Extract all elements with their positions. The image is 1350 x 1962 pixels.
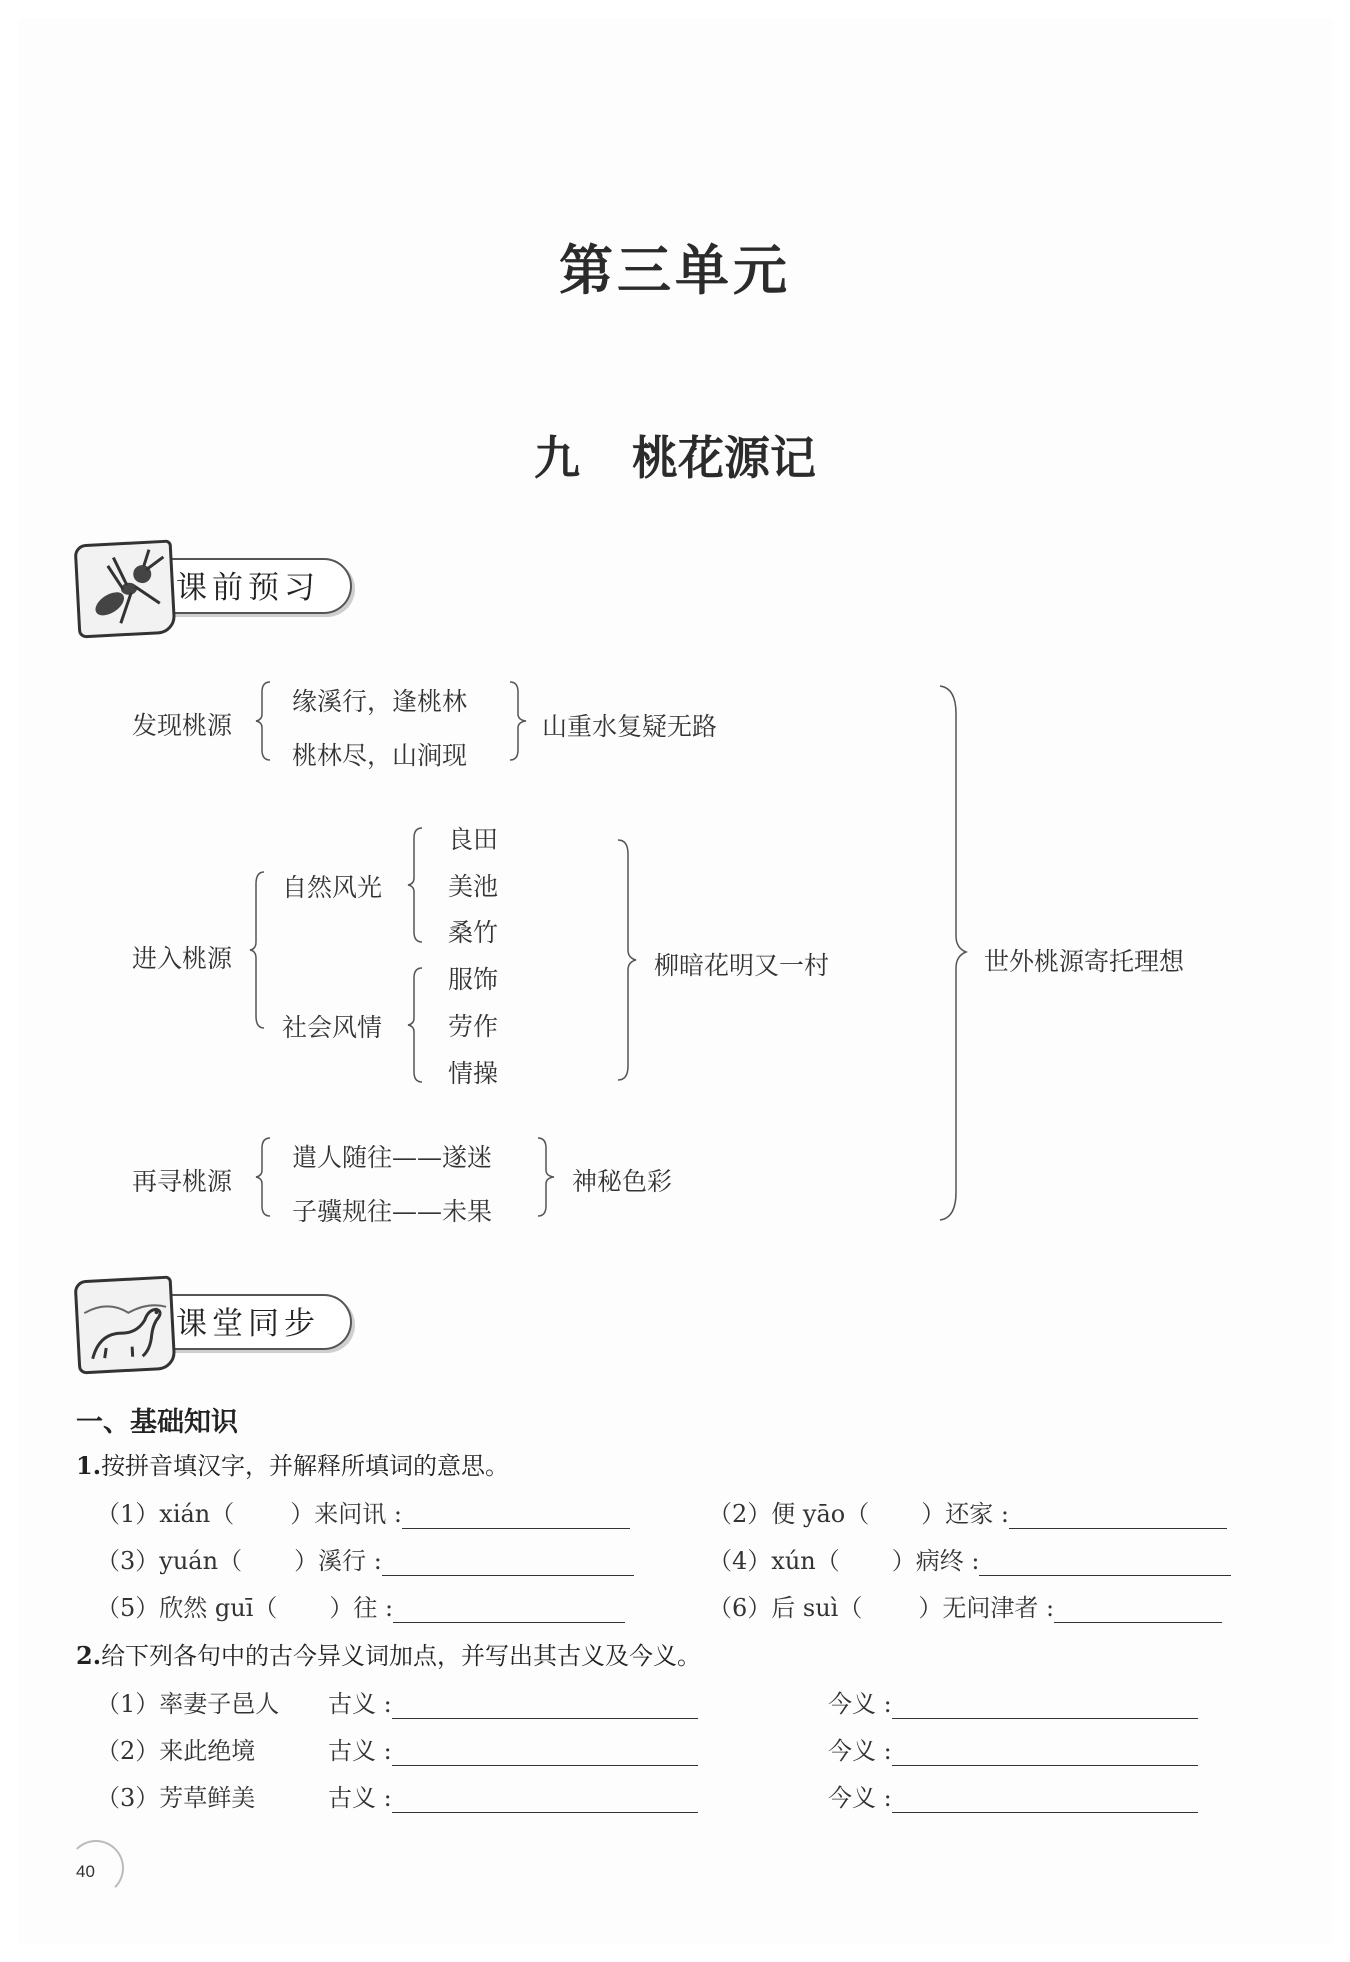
- fill-item: [96, 1588, 625, 1623]
- brace: [248, 870, 268, 1030]
- modern-label: 今义 :: [828, 1784, 892, 1812]
- sync-badge-label: 课堂同步: [176, 1306, 320, 1342]
- question-2: [76, 1636, 701, 1671]
- ancient-meaning: [328, 1778, 698, 1813]
- brace: [938, 684, 968, 1224]
- question-number: 1.: [76, 1451, 102, 1480]
- item-suffix: ）溪行 :: [294, 1547, 382, 1575]
- brace: [616, 838, 638, 1082]
- modern-meaning: [828, 1684, 1198, 1719]
- item-prefix: 后 suì（: [771, 1594, 863, 1622]
- subgroup-label: 自然风光: [282, 873, 383, 902]
- brace: [406, 966, 426, 1084]
- item-number: （4）: [708, 1547, 772, 1575]
- fill-item: [96, 1778, 255, 1813]
- item-number: （2）: [708, 1500, 772, 1528]
- question-prompt: 按拼音填汉字，并解释所填词的意思。: [101, 1452, 510, 1480]
- modern-meaning: [828, 1778, 1198, 1813]
- list-item: 桑竹: [448, 918, 499, 947]
- ancient-meaning: [328, 1731, 698, 1766]
- lesson-name: 桃花源记: [632, 431, 816, 485]
- ancient-label: 古义 :: [328, 1737, 392, 1765]
- answer-line[interactable]: [392, 1745, 698, 1766]
- answer-line[interactable]: [1054, 1602, 1222, 1623]
- brace: [536, 1136, 556, 1218]
- modern-label: 今义 :: [828, 1690, 892, 1718]
- ancient-label: 古义 :: [328, 1690, 392, 1718]
- answer-line[interactable]: [402, 1508, 630, 1529]
- fill-item: [96, 1494, 630, 1529]
- item-prefix: 欣然 guī（: [159, 1594, 278, 1622]
- unit-title: 第三单元: [559, 239, 791, 302]
- fill-item: [96, 1684, 279, 1719]
- answer-line[interactable]: [892, 1745, 1198, 1766]
- group-summary: 柳暗花明又一村: [654, 951, 830, 980]
- list-item: 劳作: [448, 1012, 499, 1041]
- fill-item: [708, 1494, 1227, 1529]
- answer-line[interactable]: [382, 1555, 634, 1576]
- item-prefix: 便 yāo（: [771, 1500, 870, 1528]
- section-heading: 一、基础知识: [76, 1407, 238, 1438]
- item-number: （2）: [96, 1737, 160, 1765]
- group-label: 再寻桃源: [132, 1167, 233, 1196]
- group-summary: 神秘色彩: [572, 1167, 673, 1196]
- list-item: 良田: [448, 825, 499, 854]
- dinosaur-icon: [74, 1276, 177, 1375]
- sync-badge: [76, 1278, 366, 1368]
- item-prefix: xián（: [159, 1500, 235, 1528]
- preview-badge: [76, 542, 366, 632]
- item-suffix: ）来问讯 :: [290, 1500, 402, 1528]
- list-item: 遣人随往——遂迷: [292, 1143, 493, 1172]
- item-text: 率妻子邑人: [159, 1690, 280, 1718]
- answer-line[interactable]: [892, 1792, 1198, 1813]
- lesson-number: 九: [534, 431, 580, 485]
- item-suffix: ）还家 :: [921, 1500, 1009, 1528]
- answer-line[interactable]: [1009, 1508, 1227, 1529]
- brace: [254, 680, 274, 762]
- item-prefix: xún（: [771, 1547, 840, 1575]
- answer-line[interactable]: [392, 1698, 698, 1719]
- preview-badge-label: 课前预习: [176, 570, 320, 606]
- fill-item: [96, 1541, 634, 1576]
- item-text: 芳草鲜美: [159, 1784, 256, 1812]
- fill-item: [708, 1588, 1222, 1623]
- answer-line[interactable]: [393, 1602, 625, 1623]
- page-number: 40: [76, 1862, 95, 1881]
- item-number: （3）: [96, 1547, 160, 1575]
- conclusion: 世外桃源寄托理想: [984, 947, 1185, 976]
- modern-label: 今义 :: [828, 1737, 892, 1765]
- item-suffix: ）病终 :: [891, 1547, 980, 1575]
- brace: [508, 680, 528, 762]
- question-number: 2.: [76, 1641, 102, 1670]
- group-label: 进入桃源: [132, 944, 233, 973]
- item-suffix: ）往 :: [329, 1594, 394, 1622]
- lesson-title: [0, 422, 1350, 488]
- list-item: 服饰: [448, 965, 499, 994]
- fill-item: [708, 1541, 1231, 1576]
- group-label: 发现桃源: [132, 711, 233, 740]
- item-suffix: ）无问津者 :: [918, 1594, 1055, 1622]
- item-number: （1）: [96, 1690, 160, 1718]
- subgroup-label: 社会风情: [282, 1013, 383, 1042]
- list-item: 美池: [448, 872, 499, 901]
- item-number: （5）: [96, 1594, 160, 1622]
- brace: [406, 826, 426, 944]
- group-summary: 山重水复疑无路: [542, 712, 718, 741]
- list-item: 子骥规往——未果: [292, 1197, 493, 1226]
- answer-line[interactable]: [892, 1698, 1198, 1719]
- answer-line[interactable]: [392, 1792, 698, 1813]
- item-number: （3）: [96, 1784, 160, 1812]
- item-text: 来此绝境: [159, 1737, 256, 1765]
- list-item: 缘溪行，逢桃林: [292, 687, 468, 716]
- answer-line[interactable]: [979, 1555, 1231, 1576]
- item-number: （1）: [96, 1500, 160, 1528]
- fill-item: [96, 1731, 255, 1766]
- item-prefix: yuán（: [159, 1547, 243, 1575]
- modern-meaning: [828, 1731, 1198, 1766]
- item-number: （6）: [708, 1594, 772, 1622]
- ant-icon: [74, 539, 177, 638]
- list-item: 情操: [448, 1059, 499, 1088]
- question-prompt: 给下列各句中的古今异义词加点，并写出其古义及今义。: [101, 1642, 702, 1670]
- list-item: 桃林尽，山涧现: [292, 741, 468, 770]
- question-1: [76, 1446, 509, 1481]
- brace: [254, 1136, 274, 1218]
- ancient-meaning: [328, 1684, 698, 1719]
- ancient-label: 古义 :: [328, 1784, 392, 1812]
